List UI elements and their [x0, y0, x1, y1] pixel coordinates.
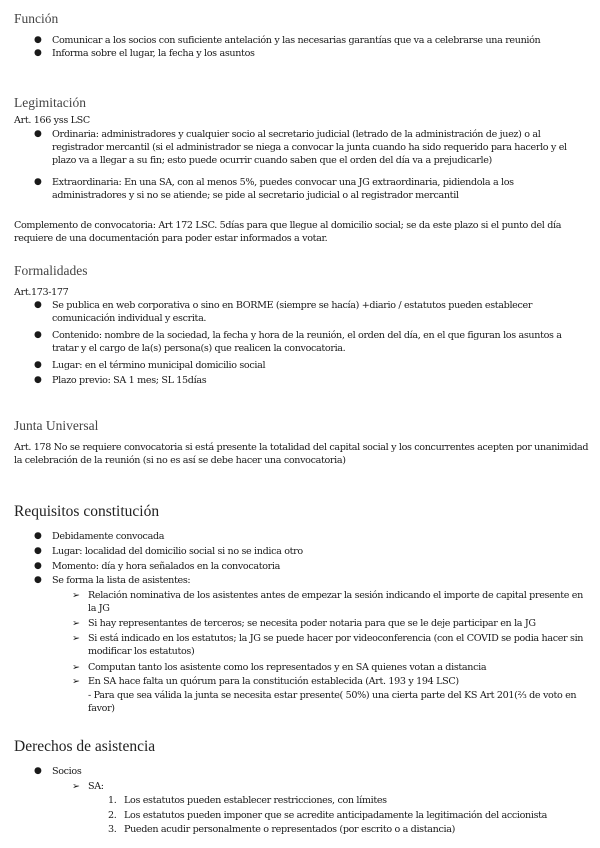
- sub-list-item: ➢ En SA hace falta un quórum para la constitución establecida (Art. 193 y 194 LSC): [72, 676, 459, 687]
- bullet-icon: ●: [34, 546, 42, 556]
- bullet-icon: ●: [34, 375, 42, 385]
- sub-list-item: ➢ Computan tanto los asistente como los representados y en SA quienes votan a distancia: [72, 662, 487, 673]
- numbered-item: 2. Los estatutos pueden imponer que se acredite anticipadamente la legitimación del accionista: [108, 810, 548, 821]
- numbered-item: 1. Los estatutos pueden establecer restricciones, con límites: [108, 795, 387, 806]
- heading-legitimacion: Legimitación: [14, 95, 86, 110]
- bullet-icon: ●: [34, 561, 42, 571]
- sub-list-item: ➢ Si está indicado en los estatutos; la JG se puede hacer por videoconferencia (con el COVID se podia hacer sin modificar los estatutos): [72, 633, 584, 657]
- paragraph-complemento: Complemento de convocatoria: Art 172 LSC. 5días para que llegue al domicilio social; se da este plazo si el punto del día requiere de una documentación para poder estar informados a votar.: [14, 220, 562, 244]
- bullet-icon: ●: [34, 360, 42, 370]
- bullet-icon: ●: [34, 35, 42, 45]
- heading-requisitos: Requisitos constitución: [14, 503, 160, 520]
- list-item: ● Se forma la lista de asistentes:: [34, 575, 191, 586]
- sub-list-item: ➢ Relación nominativa de los asistentes antes de empezar la sesión indicando el importe de capital presente en la JG: [72, 590, 583, 614]
- list-item: ● Se publica en web corporativa o sino en BORME (siempre se hacía) +diario / estatutos pueden establecer comunicación individual y escrita.: [34, 300, 533, 324]
- list-item: ● Socios: [34, 766, 82, 777]
- list-item: ● Informa sobre el lugar, la fecha y los asuntos: [34, 48, 255, 59]
- arrow-icon: ➢: [72, 781, 80, 792]
- list-item: ● Plazo previo: SA 1 mes; SL 15días: [34, 375, 207, 386]
- heading-funcion: Función: [14, 11, 59, 26]
- article-ref: Art. 166 yss LSC: [14, 115, 90, 126]
- arrow-icon: ➢: [72, 633, 80, 644]
- paragraph-junta-universal: Art. 178 No se requiere convocatoria si está presente la totalidad del capital social y los concurrentes acepten por unanimidad la celebración de la reunión (si no es así se debe hacer una convocatoria): [14, 442, 589, 466]
- list-item: ● Comunicar a los socios con suficiente antelación y las necesarias garantías que va a celebrarse una reunión: [34, 35, 541, 46]
- bullet-icon: ●: [34, 300, 42, 310]
- list-item: ● Lugar: en el término municipal domicilio social: [34, 360, 266, 371]
- bullet-icon: ●: [34, 330, 42, 340]
- article-ref: Art.173-177: [14, 287, 69, 298]
- bullet-icon: ●: [34, 48, 42, 58]
- sub-list-item: ➢ Si hay representantes de terceros; se necesita poder notaria para que se le deje participar en la JG: [72, 618, 536, 629]
- list-item: ● Contenido: nombre de la sociedad, la fecha y hora de la reunión, el orden del día, en el que figuran los asuntos a tratar y el cargo de la(s) persona(s) que realicen la convocatoria.: [34, 330, 562, 354]
- bullet-icon: ●: [34, 575, 42, 585]
- numbered-item: 3. Pueden acudir personalmente o representados (por escrito o a distancia): [108, 824, 455, 835]
- list-item: ● Momento: día y hora señalados en la convocatoria: [34, 561, 280, 572]
- list-item: ● Extraordinaria: En una SA, con al menos 5%, puedes convocar una JG extraordinaria, pidiendola a los administradores y si no se atiende; se pide al secretario judicial o al registrador mercantil: [34, 177, 514, 201]
- arrow-icon: ➢: [72, 618, 80, 629]
- arrow-icon: ➢: [72, 676, 80, 687]
- list-item: ● Ordinaria: administradores y cualquier socio al secretario judicial (letrado de la administración de juez) o al registrador mercantil (si el administrador se niega a convocar la junta cuando ha sido requerido para hacerlo y el plazo va a llegar a su fin; esto puede ocurrir cuando saben que el orden del día va a prejudicarle): [34, 129, 567, 166]
- bullet-icon: ●: [34, 531, 42, 541]
- list-item: ● Debidamente convocada: [34, 531, 165, 542]
- bullet-icon: ●: [34, 766, 42, 776]
- bullet-icon: ●: [34, 129, 42, 139]
- arrow-icon: ➢: [72, 662, 80, 673]
- heading-formalidades: Formalidades: [14, 263, 88, 278]
- heading-derechos: Derechos de asistencia: [14, 738, 156, 755]
- sub-list-item: ➢ SA:: [72, 781, 104, 792]
- list-item: ● Lugar: localidad del domicilio social si no se indica otro: [34, 546, 303, 557]
- bullet-icon: ●: [34, 177, 42, 187]
- arrow-icon: ➢: [72, 590, 80, 601]
- sub-note: - Para que sea válida la junta se necesita estar presente( 50%) una cierta parte del KS Art 201(⅔ de voto en favor): [88, 690, 577, 714]
- heading-junta-universal: Junta Universal: [14, 418, 99, 433]
